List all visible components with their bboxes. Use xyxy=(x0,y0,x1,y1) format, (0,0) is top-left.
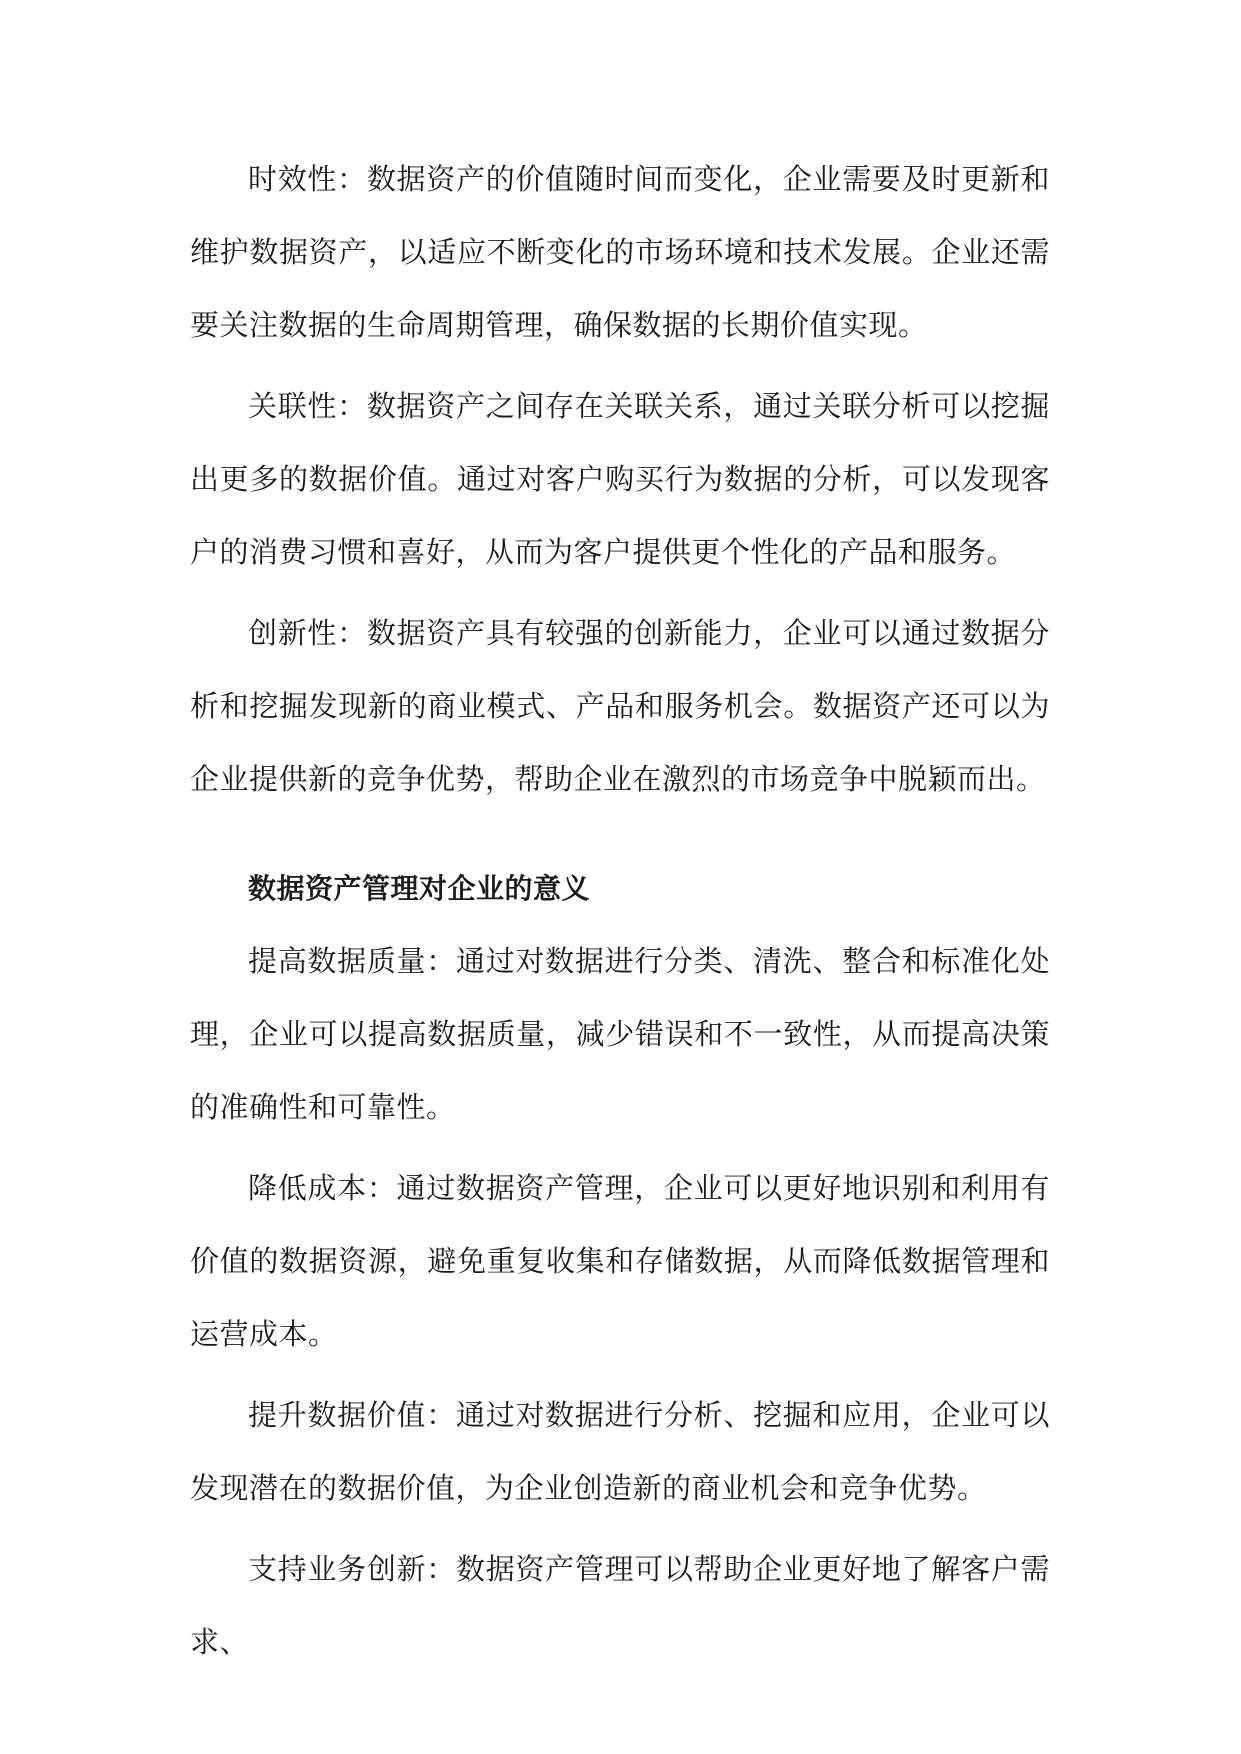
paragraph-data-value: 提升数据价值：通过对数据进行分析、挖掘和应用，企业可以发现潜在的数据价值，为企业创造新的商业机会和竞争优势。 xyxy=(190,1398,1050,1505)
paragraph-reduce-cost: 降低成本：通过数据资产管理，企业可以更好地识别和利用有价值的数据资源，避免重复收集和存储数据，从而降低数据管理和运营成本。 xyxy=(190,1171,1050,1351)
document-body xyxy=(190,143,1050,1687)
paragraph-innovation: 创新性：数据资产具有较强的创新能力，企业可以通过数据分析和挖掘发现新的商业模式、产品和服务机会。数据资产还可以为企业提供新的竞争优势，帮助企业在激烈的市场竞争中脱颖而出。 xyxy=(190,616,1050,796)
paragraph-timeliness: 时效性：数据资产的价值随时间而变化，企业需要及时更新和维护数据资产，以适应不断变化的市场环境和技术发展。企业还需要关注数据的生命周期管理，确保数据的长期价值实现。 xyxy=(190,162,1050,342)
section-heading: 数据资产管理对企业的意义 xyxy=(248,872,591,905)
paragraph-relevance: 关联性：数据资产之间存在关联关系，通过关联分析可以挖掘出更多的数据价值。通过对客户购买行为数据的分析，可以发现客户的消费习惯和喜好，从而为客户提供更个性化的产品和服务。 xyxy=(190,389,1050,569)
paragraph-business-innovation: 支持业务创新：数据资产管理可以帮助企业更好地了解客户需求、 xyxy=(190,1552,1050,1659)
paragraph-data-quality: 提高数据质量：通过对数据进行分类、清洗、整合和标准化处理，企业可以提高数据质量，减少错误和不一致性，从而提高决策的准确性和可靠性。 xyxy=(190,944,1050,1124)
